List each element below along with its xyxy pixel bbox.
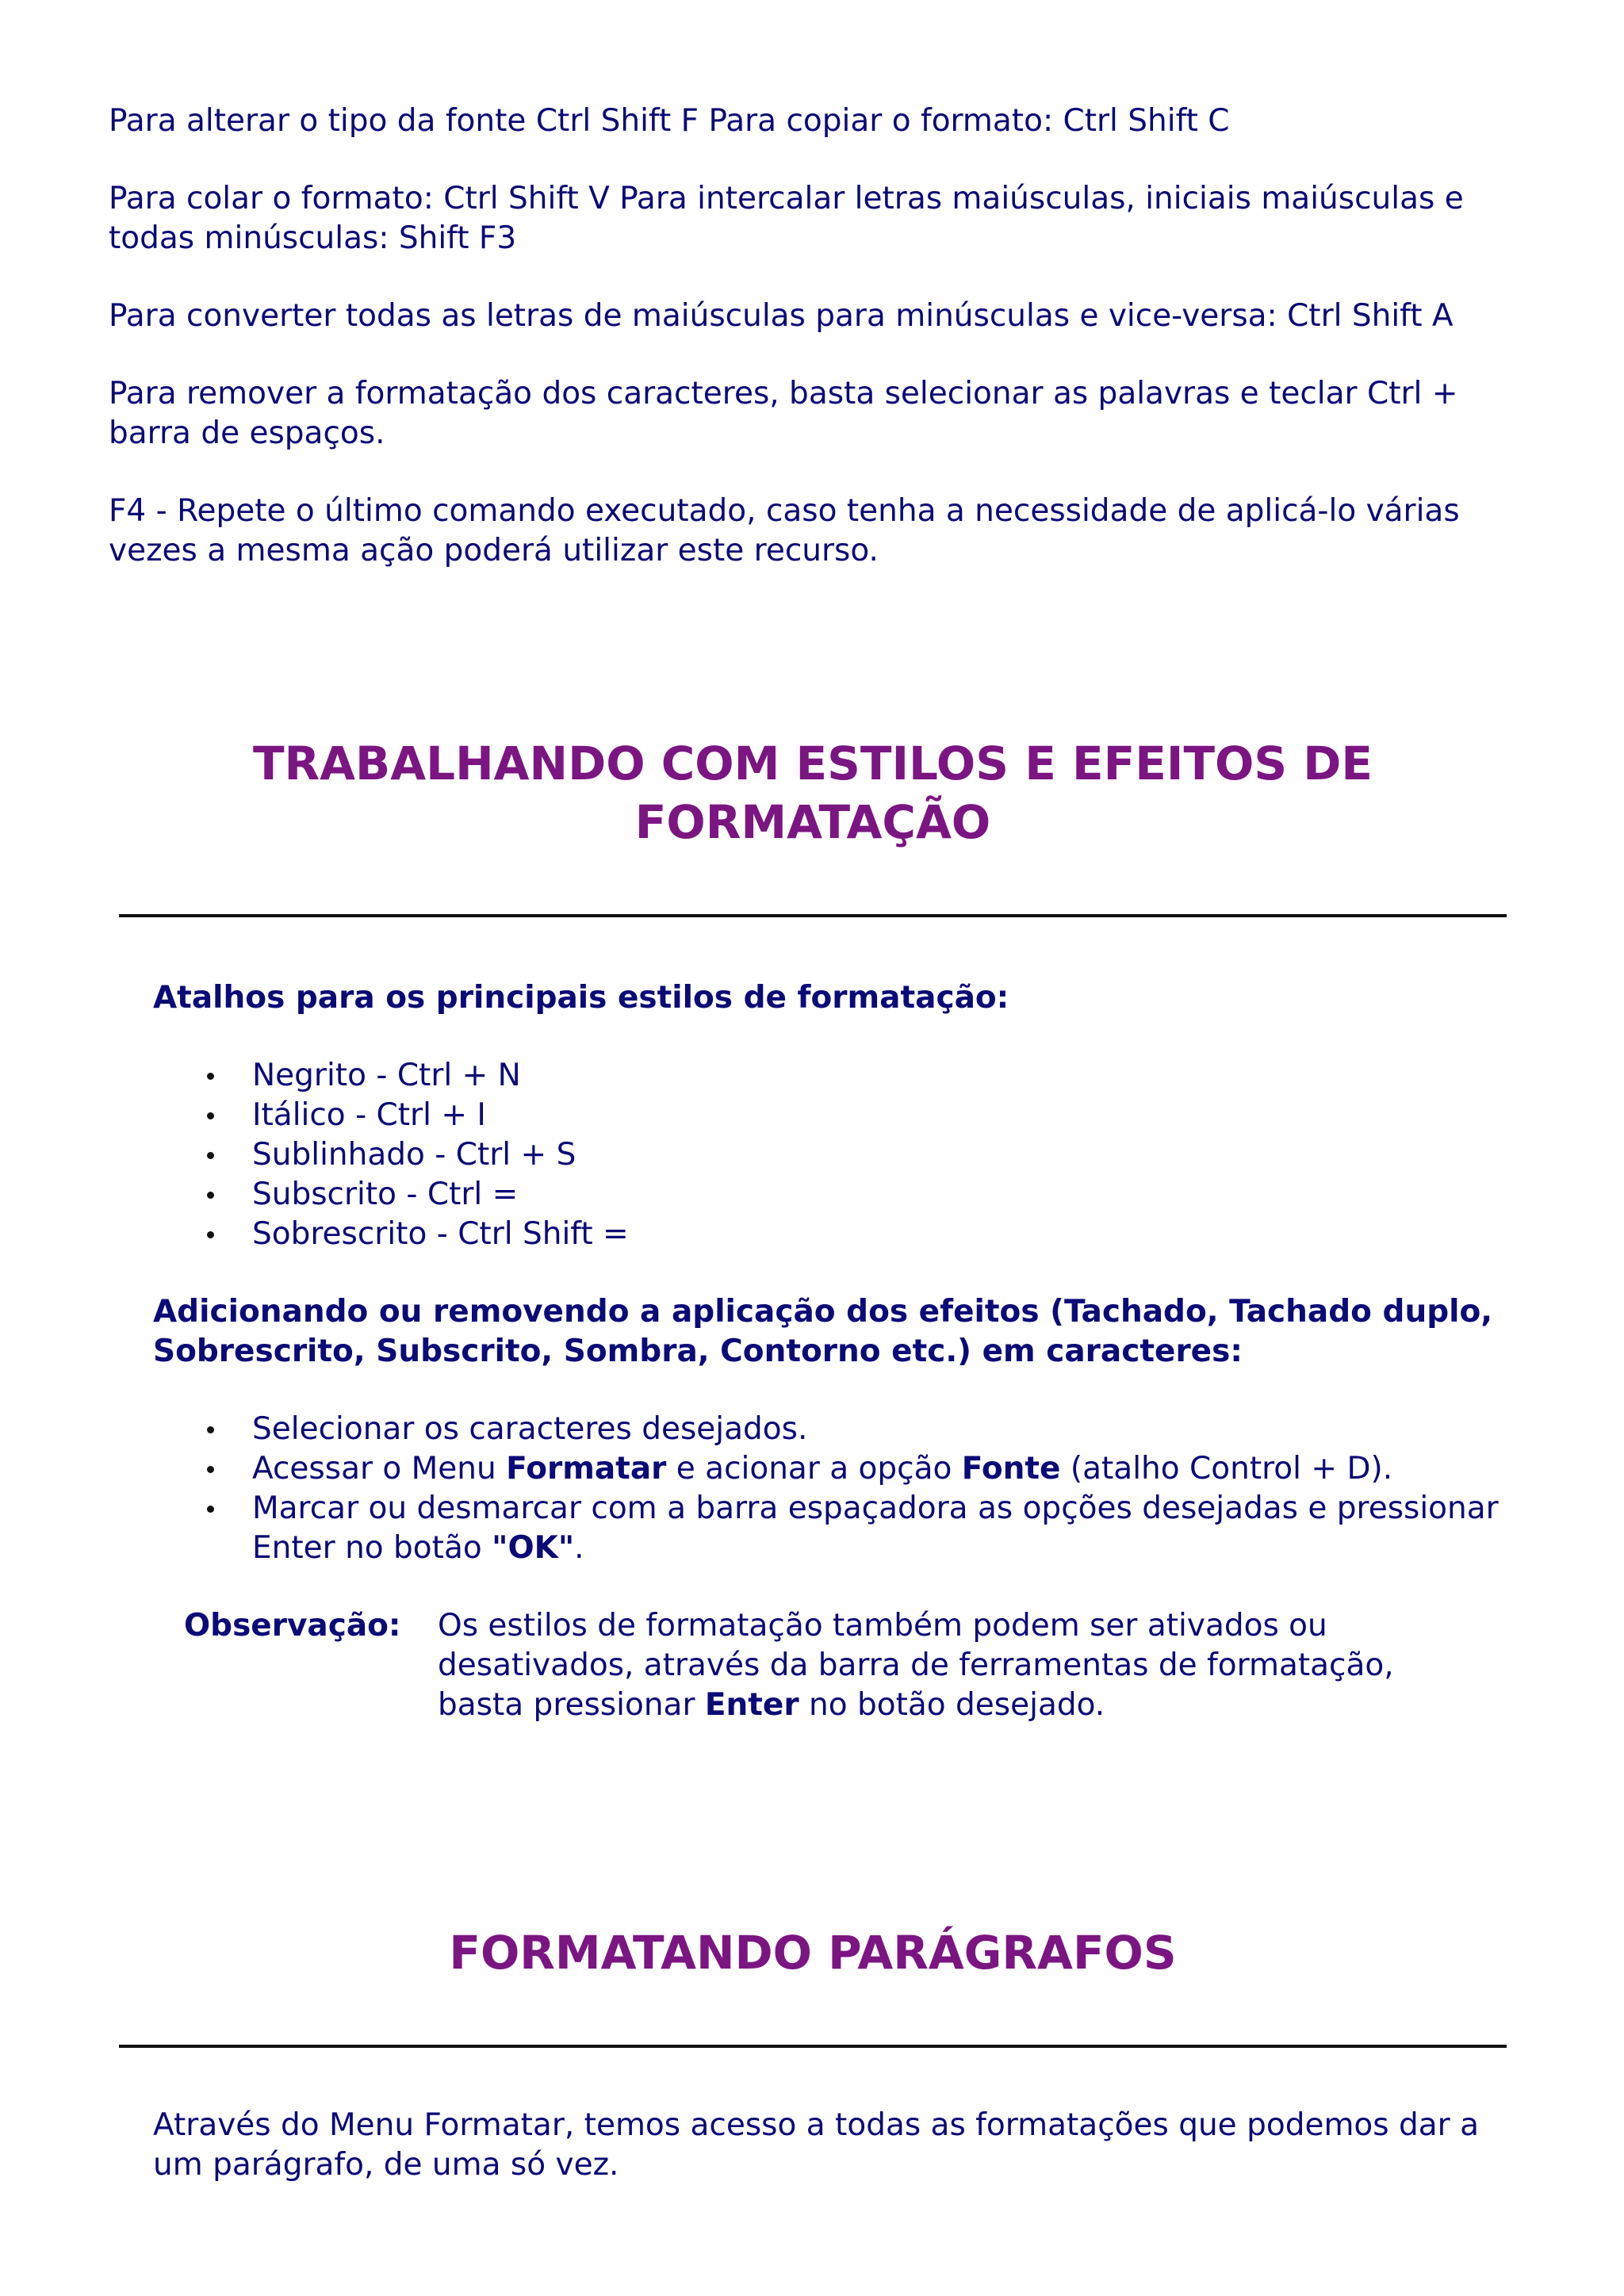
bullet-icon xyxy=(207,1192,214,1199)
observation-text: Os estilos de formatação também podem ser ativados ou desativados, através da barra de ferramentas de formatação, basta pressionar Enter no botão desejado. xyxy=(438,1608,1394,1723)
bullet-icon xyxy=(207,1112,214,1119)
section-title-estilos xyxy=(119,734,1507,851)
shortcuts-list xyxy=(153,1056,1501,1254)
section-title-line: TRABALHANDO COM ESTILOS E EFEITOS DE xyxy=(252,737,1373,790)
list-item: Negrito - Ctrl + N xyxy=(153,1056,1501,1096)
list-item: Sublinhado - Ctrl + S xyxy=(153,1135,1501,1175)
section-title-line: FORMATAÇÃO xyxy=(634,795,991,849)
intro-paragraph: Para alterar o tipo da fonte Ctrl Shift F Para copiar o formato: Ctrl Shift C xyxy=(109,103,1230,139)
bullet-icon xyxy=(207,1506,214,1513)
list-item: Marcar ou desmarcar com a barra espaçadora as opções desejadas e pressionar Enter no botão "OK". xyxy=(153,1489,1501,1568)
bullet-icon xyxy=(207,1426,214,1433)
bullet-icon xyxy=(207,1466,214,1473)
button-name: "OK" xyxy=(492,1530,575,1566)
paragraph-intro-text: Através do Menu Formatar, temos acesso a todas as formatações que podemos dar a um parágrafo, de uma só vez. xyxy=(153,2107,1479,2183)
list-item: Subscrito - Ctrl = xyxy=(153,1175,1501,1215)
section-divider xyxy=(119,914,1507,917)
key-name: Enter xyxy=(704,1687,799,1723)
list-item: Itálico - Ctrl + I xyxy=(153,1096,1501,1135)
intro-paragraph: F4 - Repete o último comando executado, caso tenha a necessidade de aplicá-lo várias vezes a mesma ação poderá utilizar este recurso. xyxy=(109,493,1460,568)
intro-paragraph: Para converter todas as letras de maiúsculas para minúsculas e vice-versa: Ctrl Shift A xyxy=(109,298,1454,334)
bullet-icon xyxy=(207,1231,214,1238)
intro-paragraph: Para colar o formato: Ctrl Shift V Para intercalar letras maiúsculas, iniciais maiúsculas e todas minúsculas: Shift F3 xyxy=(109,181,1464,256)
intro-paragraph: Para remover a formatação dos caracteres, basta selecionar as palavras e teclar Ctrl + barra de espaços. xyxy=(109,376,1458,451)
observation-label: Observação: xyxy=(184,1608,401,1644)
section-divider xyxy=(119,2045,1507,2048)
bullet-icon xyxy=(207,1152,214,1159)
list-item: Acessar o Menu Formatar e acionar a opção Fonte (atalho Control + D). xyxy=(153,1449,1501,1489)
intro-block xyxy=(109,101,1528,609)
effects-steps-list xyxy=(153,1410,1501,1568)
list-item: Sobrescrito - Ctrl Shift = xyxy=(153,1215,1501,1254)
menu-name: Formatar xyxy=(506,1451,667,1487)
list-item: Selecionar os caracteres desejados. xyxy=(153,1410,1501,1449)
option-name: Fonte xyxy=(961,1451,1061,1487)
effects-subheading: Adicionando ou removendo a aplicação dos efeitos (Tachado, Tachado duplo, Sobrescrito, Subscrito, Sombra, Contorno etc.) em caracteres: xyxy=(153,1294,1493,1369)
section-title-paragrafos: FORMATANDO PARÁGRAFOS xyxy=(449,1926,1177,1980)
bullet-icon xyxy=(207,1073,214,1080)
shortcuts-subheading: Atalhos para os principais estilos de formatação: xyxy=(153,980,1009,1016)
